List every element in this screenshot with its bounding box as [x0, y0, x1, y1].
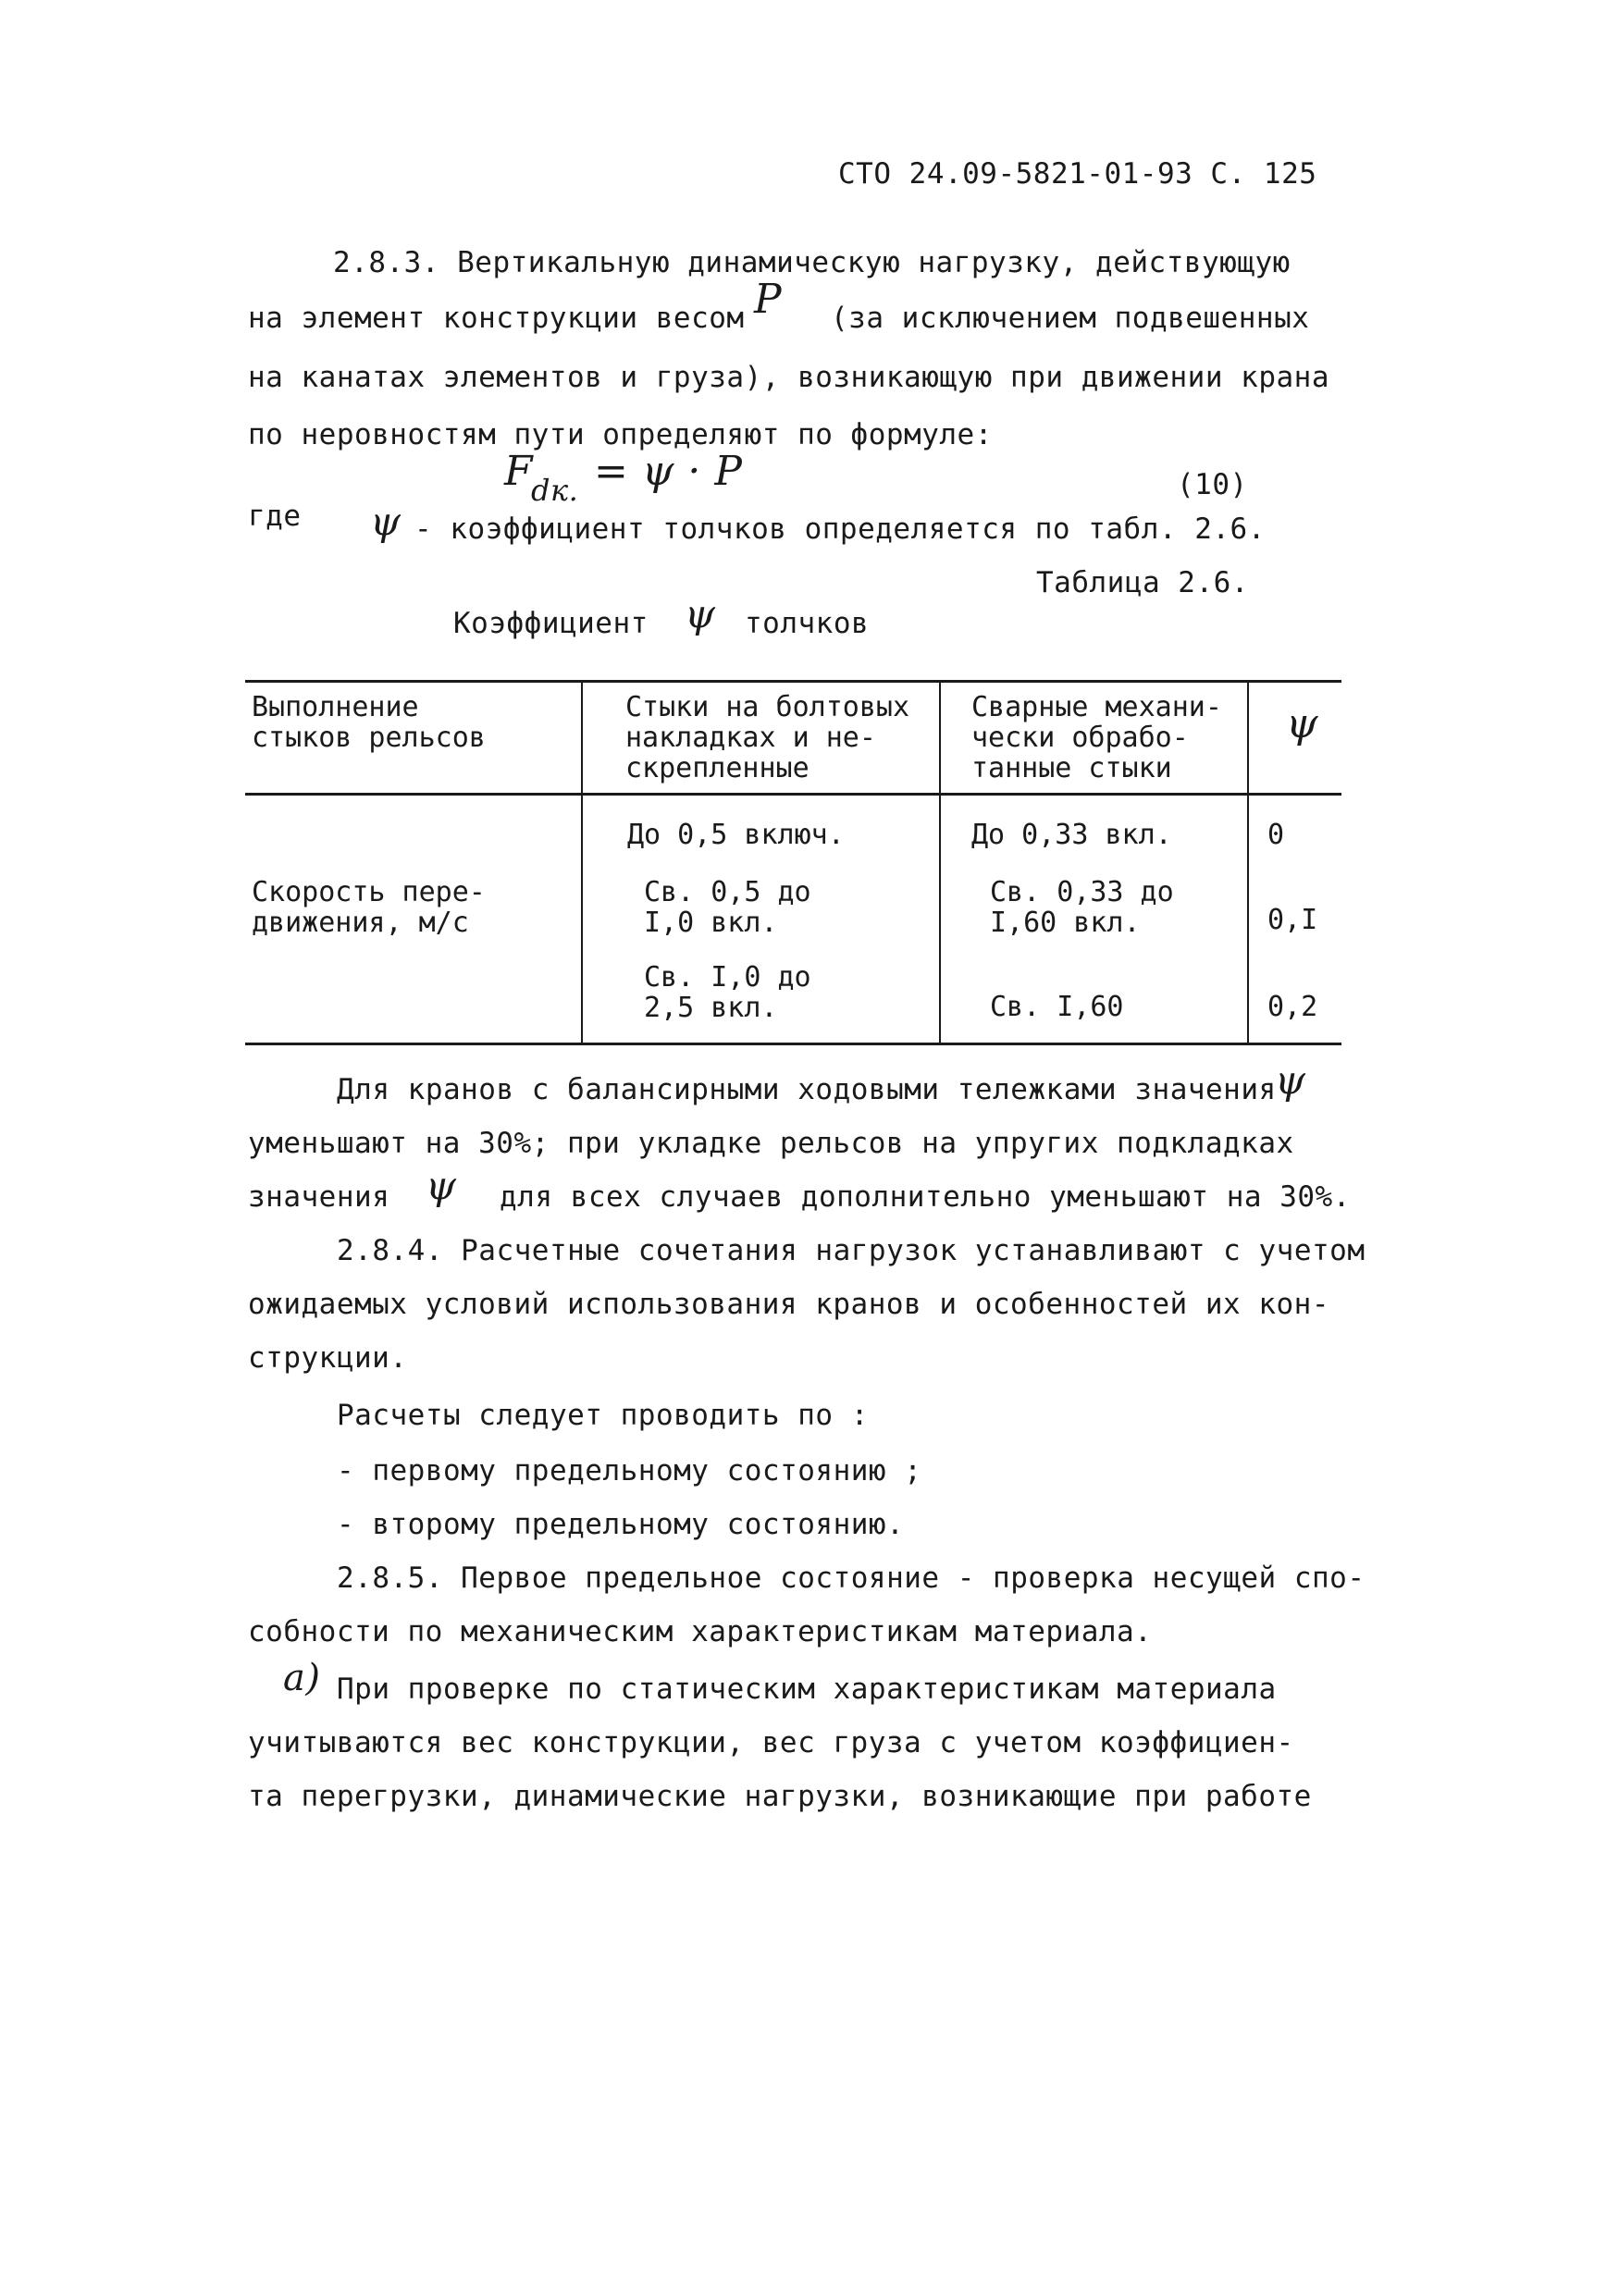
psi-symbol: ψ: [685, 591, 716, 636]
table-caption: толчков: [745, 607, 870, 640]
table-cell: Св. I,0 до 2,5 вкл.: [644, 961, 811, 1024]
table-label: Таблица 2.6.: [1036, 566, 1249, 599]
table-bottom-rule: [245, 1043, 1341, 1045]
table-cell: Св. 0,5 до I,0 вкл.: [644, 876, 811, 939]
table-header-cell: Сварные механи- чески обрабо- танные стыки: [971, 691, 1222, 784]
paragraph-line: та перегрузки, динамические нагрузки, возникающие при работе: [248, 1780, 1312, 1813]
weight-symbol-p: P: [754, 276, 783, 323]
table-header-cell: Стыки на болтовых накладках и не- скрепленные: [625, 691, 910, 784]
table-column-divider: [939, 680, 941, 1044]
psi-symbol: ψ: [370, 499, 402, 544]
paragraph-line: на канатах элементов и груза), возникающую при движении крана: [248, 361, 1329, 394]
paragraph-line: 2.8.3. Вертикальную динамическую нагрузку, действующую: [333, 246, 1291, 279]
paragraph-line: уменьшают на 30%; при укладке рельсов на упругих подкладках: [248, 1127, 1294, 1160]
table-header-rule: [245, 793, 1341, 796]
where-label: где: [248, 500, 302, 533]
paragraph-line: учитываются вес конструкции, вес груза с учетом коэффициен-: [248, 1726, 1294, 1759]
table-cell: До 0,33 вкл.: [971, 819, 1172, 851]
table-header-cell: Выполнение стыков рельсов: [252, 691, 486, 754]
formula-rhs: = ψ · P: [594, 448, 743, 495]
paragraph-line: 2.8.5. Первое предельное состояние - проверка несущей спо-: [337, 1562, 1366, 1595]
list-item: - первому предельному состоянию ;: [337, 1454, 922, 1487]
paragraph-line: для всех случаев дополнительно уменьшают на 30%.: [500, 1180, 1351, 1214]
table-header-cell: ψ: [1286, 700, 1318, 747]
table-caption: Коэффициент: [453, 607, 649, 640]
table-cell: 0,2: [1267, 991, 1318, 1023]
table-cell: До 0,5 включ.: [627, 819, 845, 851]
table-column-divider: [1247, 680, 1249, 1044]
table-column-divider: [581, 680, 583, 1044]
psi-symbol: ψ: [426, 1163, 457, 1208]
paragraph-line: Для кранов с балансирными ходовыми тележками значения: [337, 1073, 1277, 1106]
paragraph-line: на элемент конструкции весом: [248, 302, 745, 335]
document-reference: СТО 24.09-5821-01-93 С. 125: [838, 157, 1317, 191]
list-item: - второму предельному состоянию.: [337, 1508, 905, 1541]
table-cell: Св. I,60: [990, 991, 1124, 1023]
table-cell: 0: [1267, 819, 1285, 851]
paragraph-line: собности по механическим характеристикам материала.: [248, 1615, 1153, 1648]
table-top-rule: [245, 680, 1341, 683]
formula-number: (10): [1177, 468, 1248, 501]
table-cell: Св. 0,33 до I,60 вкл.: [990, 876, 1174, 939]
paragraph-line: по неровностям пути определяют по формуле:: [248, 418, 993, 451]
psi-symbol: ψ: [1275, 1057, 1306, 1103]
paragraph-line: (за исключением подвешенных: [831, 302, 1310, 335]
paragraph-line: Расчеты следует проводить по :: [337, 1399, 869, 1432]
paragraph-line: струкции.: [248, 1341, 408, 1375]
table-row-label: Скорость пере- движения, м/с: [252, 876, 486, 939]
paragraph-line: При проверке по статическим характеристикам материала: [337, 1673, 1277, 1706]
paragraph-line: ожидаемых условий использования кранов и особенностей их кон-: [248, 1288, 1329, 1321]
formula-lhs: F: [504, 448, 534, 495]
paragraph-line: 2.8.4. Расчетные сочетания нагрузок устанавливают с учетом: [337, 1234, 1366, 1267]
formula-lhs-subscript: dк.: [531, 473, 579, 508]
table-cell: 0,I: [1267, 904, 1318, 936]
where-text: - коэффициент толчков определяется по табл. 2.6.: [414, 512, 1266, 546]
item-marker-a: а): [283, 1657, 321, 1699]
paragraph-line: значения: [248, 1180, 390, 1214]
